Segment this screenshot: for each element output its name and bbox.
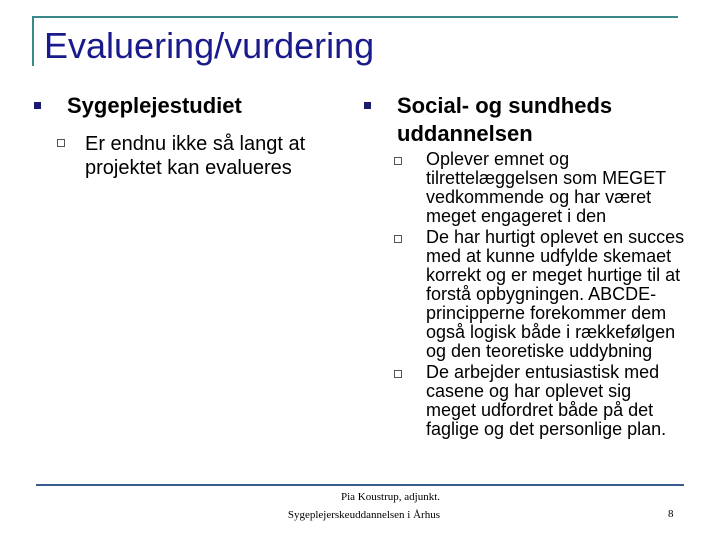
title-frame-left-line	[32, 16, 34, 66]
page-number: 8	[668, 508, 674, 520]
left-column	[34, 92, 344, 180]
hollow-square-bullet-icon	[394, 370, 402, 378]
hollow-square-bullet-icon	[394, 235, 402, 243]
square-bullet-icon	[364, 102, 371, 109]
right-item-text: De arbejder entusiastisk med casene og har oplevet sig meget udfordret både på det faglige og det personlige plan.	[426, 362, 667, 439]
right-heading-bullet	[364, 92, 694, 148]
right-item-text: De har hurtigt oplevet en succes med at kunne udfylde skemaet korrekt og er meget hurtige til at forstå opbygningen. ABCDE-principperne forekommer dem også logisk både i rækkefølgen og den teoretiske uddybning	[426, 227, 685, 361]
footer-divider	[36, 484, 684, 486]
hollow-square-bullet-icon	[57, 139, 65, 147]
left-heading-bullet	[34, 92, 344, 120]
right-item	[394, 363, 694, 439]
left-item	[57, 132, 344, 180]
footer-author-institution: Sygeplejerskeuddannelsen i Århus	[287, 509, 440, 521]
left-heading: Sygeplejestudiet	[67, 93, 242, 118]
slide-title: Evaluering/vurdering	[44, 25, 375, 66]
title-frame-top-line	[32, 16, 678, 18]
right-item	[394, 228, 694, 361]
footer-author	[268, 488, 440, 524]
square-bullet-icon	[34, 102, 41, 109]
right-item	[394, 150, 694, 226]
footer-author-name: Pia Koustrup, adjunkt.	[341, 491, 440, 503]
hollow-square-bullet-icon	[394, 157, 402, 165]
right-column	[364, 92, 694, 439]
left-item-text: Er endnu ikke så langt at projektet kan evalueres	[85, 133, 306, 179]
right-item-text: Oplever emnet og tilrettelæggelsen som MEGET vedkommende og har været meget engageret i den	[426, 149, 666, 226]
right-heading: Social- og sundheds uddannelsen	[397, 93, 613, 146]
